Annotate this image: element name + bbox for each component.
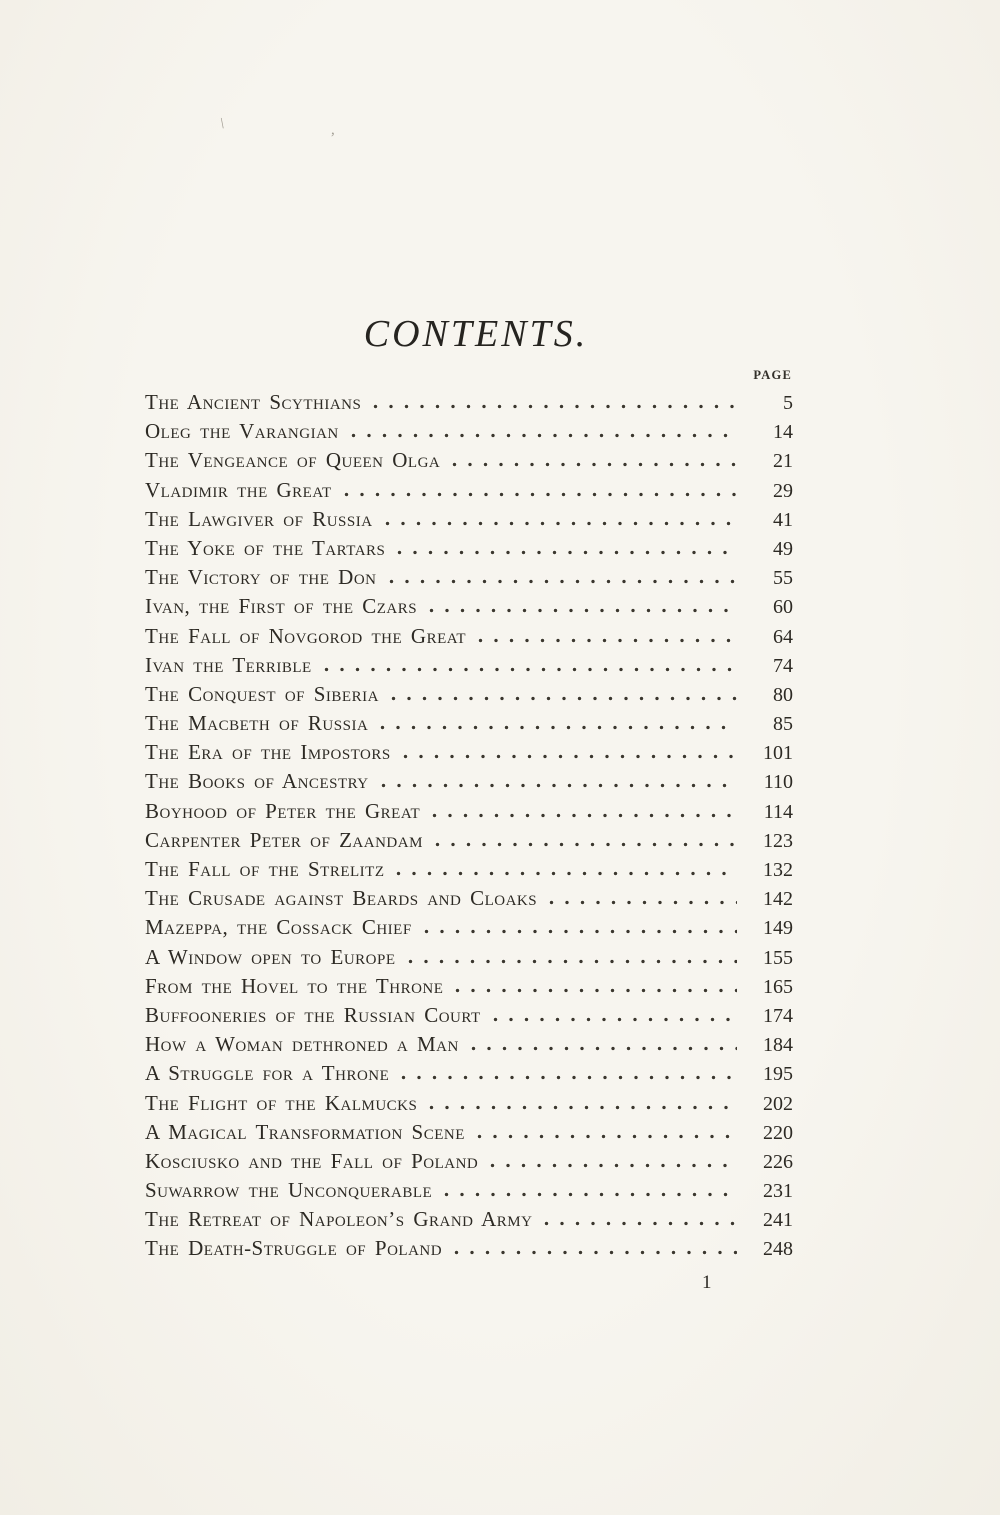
leader-dots bbox=[471, 1046, 737, 1051]
toc-entry-page: 5 bbox=[783, 392, 793, 414]
leader-dots bbox=[455, 988, 737, 993]
toc-entry-page: 241 bbox=[763, 1209, 793, 1232]
leader-dots bbox=[324, 667, 737, 672]
toc-entry-page: 195 bbox=[763, 1063, 793, 1086]
leader-dots bbox=[435, 842, 737, 847]
toc-row bbox=[145, 857, 793, 886]
toc-entry-page: 29 bbox=[773, 479, 793, 502]
toc-entry-title: Carpenter Peter of Zaandam bbox=[145, 827, 423, 852]
toc-entry-title: The Ancient Scythians bbox=[145, 390, 362, 414]
leader-dots bbox=[477, 1134, 737, 1139]
toc-entry-page: 60 bbox=[773, 596, 793, 619]
toc-entry-title: The Retreat of Napoleon’s Grand Army bbox=[145, 1207, 533, 1232]
toc-row bbox=[145, 536, 793, 565]
toc-row bbox=[145, 390, 793, 419]
toc-entry-title: Ivan, the First of the Czars bbox=[145, 594, 418, 619]
leader-dots bbox=[381, 783, 737, 788]
toc-entry-page: 231 bbox=[763, 1180, 793, 1203]
leader-dots bbox=[389, 579, 737, 584]
toc-entry-page: 55 bbox=[773, 567, 793, 590]
page-title: CONTENTS. bbox=[363, 313, 589, 355]
leader-dots bbox=[490, 1163, 737, 1168]
toc-entry-title: Vladimir the Great bbox=[145, 477, 332, 502]
toc-entry-title: Mazeppa, the Cossack Chief bbox=[145, 915, 412, 940]
toc-entry-page: 114 bbox=[763, 800, 793, 823]
leader-dots bbox=[544, 1221, 737, 1226]
toc-entry-page: 149 bbox=[763, 917, 793, 940]
leader-dots bbox=[391, 696, 737, 701]
toc-entry-title: Suwarrow the Unconquerable bbox=[145, 1178, 433, 1203]
scan-artifact: , bbox=[331, 122, 335, 138]
toc-row bbox=[145, 1178, 793, 1207]
toc-entry-title: The Era of the Impostors bbox=[145, 740, 391, 765]
toc-row bbox=[145, 682, 793, 711]
toc-entry-title: Ivan the Terrible bbox=[145, 652, 312, 677]
leader-dots bbox=[549, 900, 737, 905]
toc-entry-title: Kosciusko and the Fall of Poland bbox=[145, 1148, 479, 1173]
toc-row bbox=[145, 1091, 793, 1120]
toc-row bbox=[145, 828, 793, 857]
leader-dots bbox=[373, 404, 737, 409]
scan-artifact: \ bbox=[218, 115, 226, 133]
toc-row bbox=[145, 740, 793, 769]
toc-entry-title: Oleg the Varangian bbox=[145, 419, 339, 444]
leader-dots bbox=[408, 959, 738, 964]
toc-entry-title: The Fall of the Strelitz bbox=[145, 857, 385, 881]
toc-entry-title: A Magical Transformation Scene bbox=[145, 1119, 465, 1144]
toc-entry-page: 80 bbox=[773, 683, 793, 706]
toc-entry-page: 41 bbox=[773, 508, 793, 531]
toc-row bbox=[145, 594, 793, 623]
toc-row bbox=[145, 419, 793, 448]
toc-entry-title: Boyhood of Peter the Great bbox=[145, 798, 421, 823]
leader-dots bbox=[454, 1250, 737, 1255]
leader-dots bbox=[444, 1192, 737, 1197]
toc-entry-page: 110 bbox=[763, 771, 793, 794]
toc-entry-page: 74 bbox=[773, 654, 793, 677]
toc-row bbox=[145, 1003, 793, 1032]
toc-row bbox=[145, 1149, 793, 1178]
toc-entry-title: A Struggle for a Throne bbox=[145, 1061, 390, 1086]
leader-dots bbox=[429, 1105, 737, 1110]
leader-dots bbox=[478, 638, 737, 643]
toc-entry-title: The Fall of Novgorod the Great bbox=[145, 623, 467, 648]
toc-row bbox=[145, 711, 793, 740]
toc-entry-title: Buffooneries of the Russian Court bbox=[145, 1002, 481, 1027]
toc-row bbox=[145, 624, 793, 653]
toc-entry-page: 21 bbox=[773, 450, 793, 473]
leader-dots bbox=[351, 433, 737, 438]
toc-entry-title: The Vengeance of Queen Olga bbox=[145, 448, 441, 473]
leader-dots bbox=[493, 1017, 737, 1022]
toc-entry-page: 202 bbox=[763, 1092, 793, 1115]
leader-dots bbox=[397, 550, 737, 555]
leader-dots bbox=[385, 521, 737, 526]
toc-entry-page: 49 bbox=[773, 537, 793, 560]
toc-row bbox=[145, 448, 793, 477]
toc-row bbox=[145, 769, 793, 798]
toc-entry-page: 14 bbox=[773, 421, 793, 444]
page-column-header: PAGE bbox=[753, 368, 792, 382]
leader-dots bbox=[396, 871, 737, 876]
toc-row bbox=[145, 1061, 793, 1090]
toc-row bbox=[145, 1032, 793, 1061]
toc-entry-title: The Conquest of Siberia bbox=[145, 681, 379, 706]
toc-entry-page: 85 bbox=[773, 713, 793, 736]
toc-entry-title: The Books of Ancestry bbox=[145, 769, 369, 794]
toc-row bbox=[145, 1207, 793, 1236]
leader-dots bbox=[380, 725, 737, 730]
toc-row bbox=[145, 915, 793, 944]
leader-dots bbox=[344, 492, 737, 497]
toc-row bbox=[145, 1120, 793, 1149]
toc-row bbox=[145, 886, 793, 915]
folio-number: 1 bbox=[702, 1272, 712, 1293]
toc-entry-title: The Lawgiver of Russia bbox=[145, 506, 373, 531]
toc-entry-title: From the Hovel to the Throne bbox=[145, 973, 444, 998]
leader-dots bbox=[401, 1075, 737, 1080]
toc-list bbox=[145, 390, 793, 1266]
toc-entry-title: The Yoke of the Tartars bbox=[145, 535, 386, 560]
toc-entry-title: A Window open to Europe bbox=[145, 944, 396, 969]
toc-entry-page: 165 bbox=[763, 975, 793, 998]
toc-entry-title: The Crusade against Beards and Cloaks bbox=[145, 886, 538, 911]
toc-entry-page: 226 bbox=[763, 1150, 793, 1173]
toc-entry-page: 155 bbox=[763, 946, 793, 969]
toc-entry-page: 248 bbox=[763, 1238, 793, 1261]
toc-row bbox=[145, 945, 793, 974]
leader-dots bbox=[452, 462, 737, 467]
toc-entry-title: The Death-Struggle of Poland bbox=[145, 1236, 443, 1261]
toc-row bbox=[145, 565, 793, 594]
leader-dots bbox=[432, 813, 737, 818]
toc-row bbox=[145, 1236, 793, 1265]
toc-row bbox=[145, 653, 793, 682]
toc-entry-page: 220 bbox=[763, 1121, 793, 1144]
leader-dots bbox=[429, 608, 737, 613]
leader-dots bbox=[403, 754, 737, 759]
toc-entry-title: The Flight of the Kalmucks bbox=[145, 1090, 418, 1115]
leader-dots bbox=[424, 929, 737, 934]
book-page bbox=[145, 0, 793, 1266]
toc-row bbox=[145, 799, 793, 828]
toc-entry-title: The Macbeth of Russia bbox=[145, 711, 369, 736]
toc-entry-page: 174 bbox=[763, 1004, 793, 1027]
toc-entry-title: The Victory of the Don bbox=[145, 565, 377, 590]
toc-row bbox=[145, 478, 793, 507]
toc-entry-page: 142 bbox=[763, 888, 793, 911]
toc-entry-page: 101 bbox=[763, 742, 793, 765]
toc-row bbox=[145, 974, 793, 1003]
toc-entry-page: 184 bbox=[763, 1034, 793, 1057]
toc-row bbox=[145, 507, 793, 536]
toc-entry-page: 132 bbox=[763, 859, 793, 881]
toc-entry-page: 123 bbox=[763, 829, 793, 852]
toc-entry-page: 64 bbox=[773, 625, 793, 648]
toc-entry-title: How a Woman dethroned a Man bbox=[145, 1032, 459, 1057]
